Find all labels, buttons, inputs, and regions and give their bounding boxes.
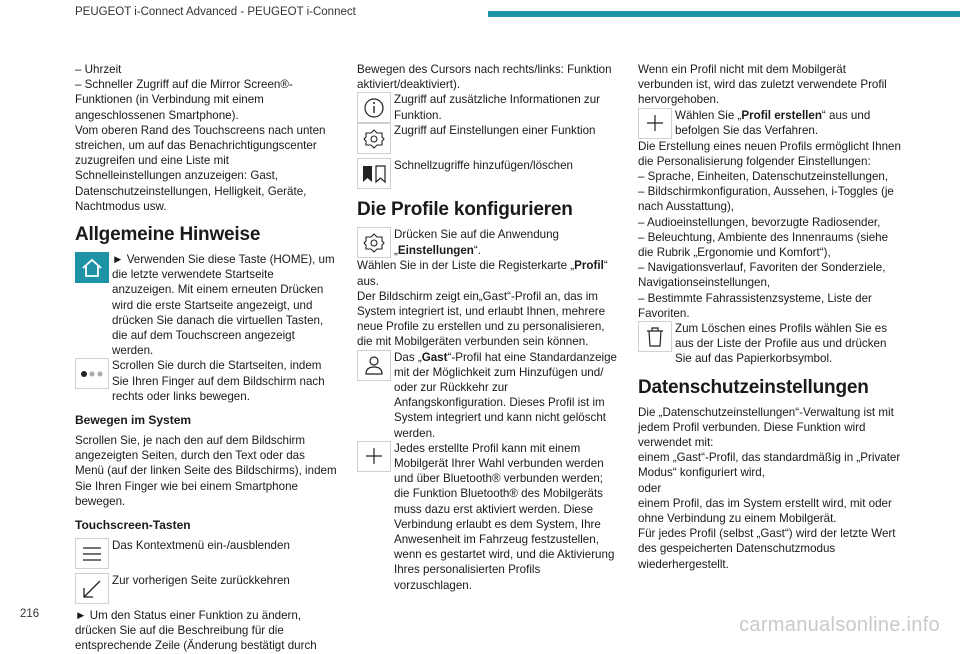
- paragraph: Wenn ein Profil nicht mit dem Mobilgerät verbunden ist, wird das zuletzt verwendete Profil hervorgehoben.: [638, 63, 887, 107]
- paragraph: Bewegen des Cursors nach rechts/links: Funktion aktiviert/deaktiviert).: [357, 63, 612, 92]
- paragraph: Für jedes Profil (selbst „Gast“) wird der letzte Wert des gespeicherten Datenschutzmodus wiederhergestellt.: [638, 527, 896, 571]
- paragraph: Die Erstellung eines neuen Profils ermöglicht Ihnen die Personalisierung folgender Einstellungen:: [638, 139, 901, 168]
- back-instruction: [75, 573, 337, 604]
- paragraph: einem „Gast“-Profil, das standardmäßig in „Privater Modus“ konfiguriert wird,: [638, 451, 901, 480]
- list-item: – Bestimmte Fahrassistenzsysteme, Liste der Favoriten.: [638, 291, 872, 320]
- paragraph: Wählen Sie in der Liste die Registerkarte „Profil“ aus.: [357, 259, 608, 288]
- info-icon: [357, 92, 391, 123]
- info-instruction: [357, 92, 619, 123]
- watermark: carmanualsonline.info: [739, 614, 940, 636]
- column-2: [357, 62, 619, 593]
- page-number: 216: [20, 608, 40, 620]
- list-item: – Audioeinstellungen, bevorzugte Radiosender,: [638, 215, 881, 229]
- list-item: – Bildschirmkonfiguration, Aussehen, i-Toggles (je nach Ausstattung),: [638, 185, 894, 214]
- menu-icon: [75, 538, 109, 569]
- column-1: [75, 62, 337, 654]
- menu-text: Das Kontextmenü ein-/ausblenden: [112, 539, 290, 553]
- home-text: ► Verwenden Sie diese Taste (HOME), um die letzte verwendete Startseite anzuzeigen. Mit einem erneuten Drücken wird die erste Startseite angezeigt, und drücken Sie danach die virtuellen Tasten, die auf dem Touchscreen angezeigt werden.: [112, 253, 335, 358]
- delete-instruction: [638, 321, 902, 367]
- subheading-keys: Touchscreen-Tasten: [75, 518, 191, 533]
- shortcut-text: Schnellzugriffe hinzufügen/löschen: [394, 159, 573, 173]
- section-heading-general: Allgemeine Hinweise: [75, 224, 261, 246]
- paragraph: Die „Datenschutzeinstellungen“-Verwaltung ist mit jedem Profil verbunden. Diese Funktion wird verwendet mit:: [638, 405, 894, 450]
- list-item: – Uhrzeit: [75, 63, 122, 76]
- paragraph: Vom oberen Rand des Touchscreens nach unten streichen, um auf das Benachrichtigungscenter zuzugreifen und eine Liste mit Schnelleinstellungen anzuzeigen: Gast, Datenschutzeinstellungen, Helligkeit, Geräte, Nachtmodus usw.: [75, 123, 326, 213]
- settings-text: Zugriff auf Einstellungen einer Funktion: [394, 124, 596, 138]
- dots-instruction: [75, 358, 337, 404]
- paragraph: ► Um den Status einer Funktion zu ändern, drücken Sie auf die Beschreibung für die entsprechende Zeile (Änderung bestätigt durch: [75, 609, 317, 653]
- paragraph: Der Bildschirm zeigt ein„Gast“-Profil an, das im System integriert ist, und erlaubt Ihnen, mehrere neue Profile zu erstellen und zu personalisieren, die mit Mobilgeräten verbunden sein können.: [357, 289, 606, 349]
- list-item: – Schneller Zugriff auf die Mirror Screen®-Funktionen (in Verbindung mit einem angeschlossenen Smartphone).: [75, 78, 293, 122]
- header-accent-bar: [488, 11, 960, 17]
- plus-icon: [357, 441, 391, 472]
- menu-instruction: [75, 538, 337, 569]
- guest-text: Das „Gast“-Profil hat eine Standardanzeige mit der Möglichkeit zum Hinzufügen und/ oder zur Rückkehr zur Anfangskonfiguration. Dieses Profil ist im System integriert und kann nicht gelöscht werden.: [394, 350, 617, 440]
- app-instruction: [357, 227, 619, 258]
- back-arrow-icon: [75, 573, 109, 604]
- user-icon: [357, 350, 391, 381]
- dots-text: Scrollen Sie durch die Startseiten, indem Sie Ihren Finger auf dem Bildschirm nach rechts oder links bewegen.: [112, 359, 325, 403]
- paragraph: Scrollen Sie, je nach den auf dem Bildschirm angezeigten Seiten, durch den Text oder das Menü (auf der linken Seite des Bildschirms), indem Sie Ihren Finger wie bei einem Smartphone bewegen.: [75, 434, 337, 508]
- list-item: – Sprache, Einheiten, Datenschutzeinstellungen,: [638, 170, 889, 184]
- paragraph: oder: [638, 481, 662, 495]
- trash-icon: [638, 321, 672, 352]
- plus-icon: [638, 108, 672, 139]
- shortcut-instruction: [357, 158, 619, 189]
- app-text: Drücken Sie auf die Anwendung „Einstellungen“.: [394, 228, 560, 257]
- plus-text: Jedes erstellte Profil kann mit einem Mobilgerät Ihrer Wahl verbunden werden und über Bluetooth® verbunden werden; die Funktion Bluetooth® des Mobilgeräts muss dazu erst aktiviert werden. Diese Verbindung erlaubt es dem System, Ihre Anwesenheit im Fahrzeug festzustellen, wenn es gestartet wird, und die Aktivierung Ihres personalisierten Profils vorzuschlagen.: [394, 441, 615, 592]
- info-text: Zugriff auf zusätzliche Informationen zur Funktion.: [394, 93, 600, 122]
- back-text: Zur vorherigen Seite zurückkehren: [112, 574, 290, 588]
- subheading-move: Bewegen im System: [75, 413, 192, 428]
- list-item: – Beleuchtung, Ambiente des Innenraums (siehe die Rubrik „Ergonomie und Komfort“),: [638, 230, 889, 260]
- home-instruction: [75, 252, 337, 358]
- bookmark-icon: [357, 158, 391, 189]
- settings-instruction: [357, 123, 619, 154]
- plus-instruction: [357, 441, 619, 593]
- running-header: PEUGEOT i-Connect Advanced - PEUGEOT i-Connect: [75, 6, 356, 18]
- home-icon: [75, 252, 109, 283]
- guest-instruction: [357, 350, 619, 441]
- gear-icon: [357, 123, 391, 154]
- paragraph: einem Profil, das im System erstellt wird, mit oder ohne Verbindung zu einem Mobilgerät.: [638, 496, 892, 526]
- section-heading-profiles: Die Profile konfigurieren: [357, 199, 573, 221]
- gear-icon: [357, 227, 391, 258]
- delete-text: Zum Löschen eines Profils wählen Sie es aus der Liste der Profile aus und drücken Sie auf das Papierkorbsymbol.: [675, 322, 888, 366]
- create-instruction: [638, 108, 902, 139]
- column-3: [638, 62, 902, 572]
- page-dots-icon: [75, 358, 109, 389]
- section-heading-privacy: Datenschutzeinstellungen: [638, 376, 869, 398]
- list-item: – Navigationsverlauf, Favoriten der Sonderziele, Navigationseinstellungen,: [638, 261, 886, 290]
- create-text: Wählen Sie „Profil erstellen“ aus und befolgen Sie das Verfahren.: [675, 108, 871, 137]
